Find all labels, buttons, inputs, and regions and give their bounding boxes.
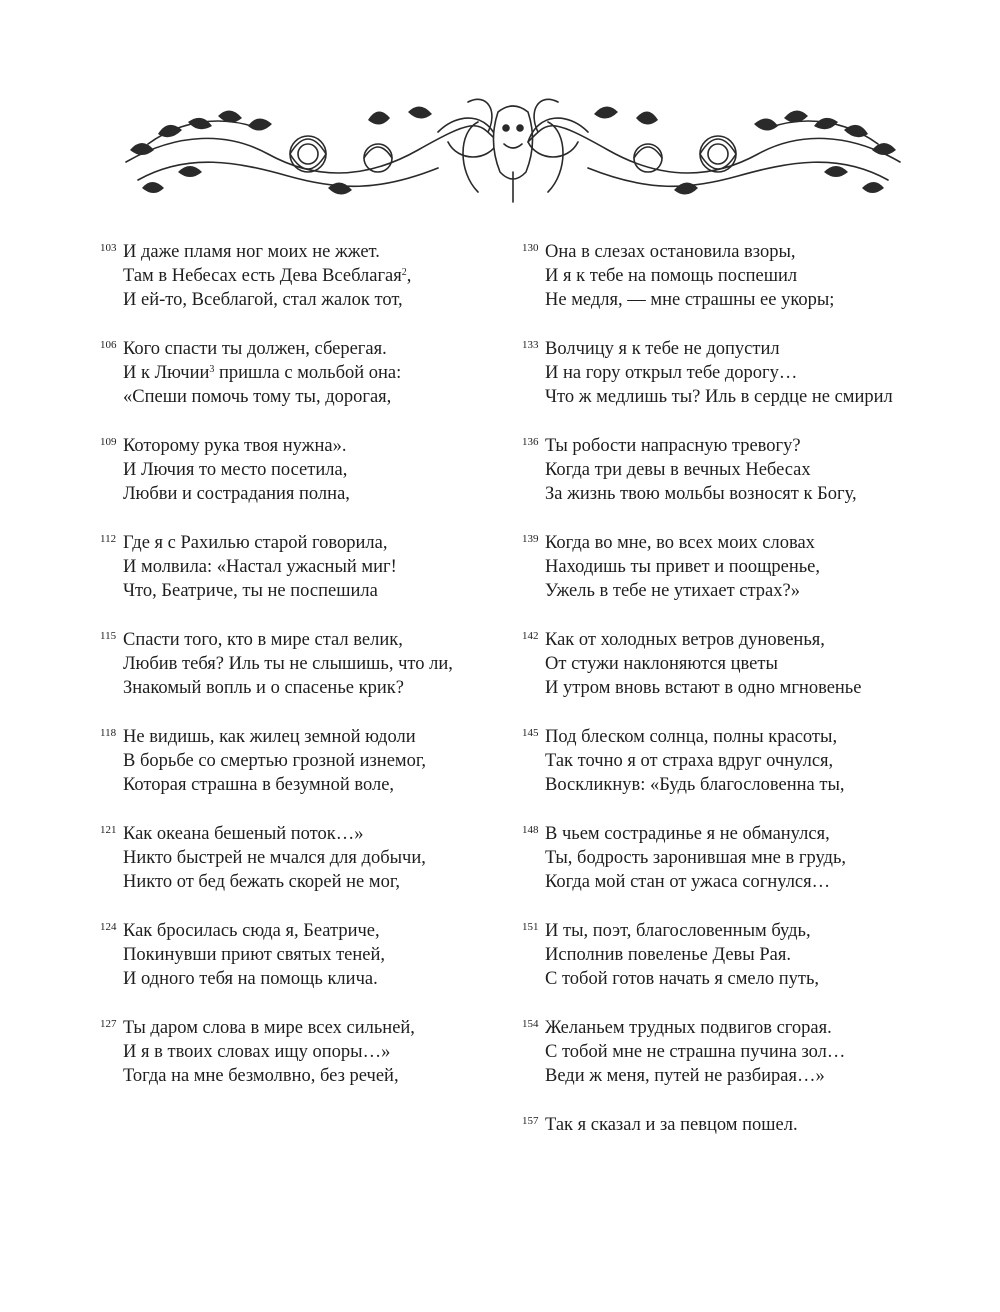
verse-number: 157 <box>522 1115 539 1127</box>
verse-line: За жизнь твою мольбы возносят к Богу, <box>545 484 857 504</box>
verse-line: Волчицу я к тебе не допустил <box>545 339 780 359</box>
verse-line: Когда мой стан от ужаса согнулся… <box>545 872 831 892</box>
verse-line: Находишь ты привет и поощренье, <box>545 557 820 577</box>
verse-line: Как океана бешеный поток…» <box>123 824 364 844</box>
verse-line: Так я сказал и за певцом пошел. <box>545 1115 798 1135</box>
verse-line: Исполнив повеленье Девы Рая. <box>545 945 791 965</box>
verse-line: И одного тебя на помощь клича. <box>123 969 378 989</box>
verse-line-with-footnote: И к Лючии$^3$ пришла с мольбой она: <box>123 363 402 383</box>
verse-line: Никто быстрей не мчался для добычи, <box>123 848 426 868</box>
verse-number: 106 <box>100 339 117 351</box>
verse-line: И даже пламя ног моих не жжет. <box>123 242 380 262</box>
verse-number: 145 <box>522 727 539 739</box>
verse-line: Что, Беатриче, ты не поспешила <box>123 581 378 601</box>
stanza <box>100 822 520 894</box>
stanza <box>522 919 942 991</box>
verse-number: 148 <box>522 824 539 836</box>
verse-line: И ты, поэт, благословенным будь, <box>545 921 811 941</box>
verse-number: 109 <box>100 436 117 448</box>
floral-vine-ornament-icon <box>118 92 908 210</box>
verse-line: Ужель в тебе не утихает страх?» <box>545 581 800 601</box>
verse-line: И я в твоих словах ищу опоры…» <box>123 1042 391 1062</box>
verse-line: И на гору открыл тебе дорогу… <box>545 363 798 383</box>
verse-line: И утром вновь встают в одно мгновенье <box>545 678 862 698</box>
verse-line: Она в слезах остановила взоры, <box>545 242 796 262</box>
stanza <box>522 822 942 894</box>
verse-line-with-footnote: Там в Небесах есть Дева Всеблагая$^2$, <box>123 266 412 286</box>
verse-line: Что ж медлишь ты? Иль в сердце не смирил <box>545 387 893 407</box>
verse-line: Так точно я от страха вдруг очнулся, <box>545 751 834 771</box>
verse-line: И я к тебе на помощь поспешил <box>545 266 798 286</box>
verse-line: Когда во мне, во всех моих словах <box>545 533 815 553</box>
verse-line: И молвила: «Настал ужасный миг! <box>123 557 397 577</box>
verse-number: 118 <box>100 727 117 739</box>
stanza <box>100 531 520 603</box>
verse-number: 112 <box>100 533 117 545</box>
verse-line: Знакомый вопль и о спасенье крик? <box>123 678 404 698</box>
stanza <box>522 628 942 700</box>
verse-line: И Лючия то место посетила, <box>123 460 348 480</box>
verse-line: Никто от бед бежать скорей не мог, <box>123 872 400 892</box>
stanza <box>100 628 520 700</box>
verse-line: Как бросилась сюда я, Беатриче, <box>123 921 380 941</box>
verse-number: 154 <box>522 1018 539 1030</box>
verse-line: С тобой мне не страшна пучина зол… <box>545 1042 846 1062</box>
verse-number: 133 <box>522 339 539 351</box>
verse-line: Любви и сострадания полна, <box>123 484 350 504</box>
verse-number: 136 <box>522 436 539 448</box>
stanza <box>522 240 942 312</box>
verse-line: Когда три девы в вечных Небесах <box>545 460 811 480</box>
stanza <box>100 725 520 797</box>
stanza <box>522 337 942 409</box>
verse-line: Спасти того, кто в мире стал велик, <box>123 630 403 650</box>
stanza <box>522 531 942 603</box>
verse-number: 142 <box>522 630 539 642</box>
stanza <box>522 1113 942 1137</box>
verse-line: Под блеском солнца, полны красоты, <box>545 727 838 747</box>
verse-line: С тобой готов начать я смело путь, <box>545 969 820 989</box>
stanza <box>100 337 520 409</box>
verse-line: И ей-то, Всеблагой, стал жалок тот, <box>123 290 403 310</box>
stanza <box>522 1016 942 1088</box>
verse-number: 127 <box>100 1018 117 1030</box>
verse-number: 121 <box>100 824 117 836</box>
verse-number: 124 <box>100 921 117 933</box>
footnote-marker: 3 <box>209 364 215 375</box>
verse-line: Которому рука твоя нужна». <box>123 436 347 456</box>
verse-line: В чьем сострадинье я не обманулся, <box>545 824 830 844</box>
verse-line: Ты робости напрасную тревогу? <box>545 436 801 456</box>
verse-line: Покинувши приют святых теней, <box>123 945 386 965</box>
verse-line: Ты даром слова в мире всех сильней, <box>123 1018 415 1038</box>
left-column <box>100 240 520 1113</box>
stanza <box>522 725 942 797</box>
verse-line: Которая страшна в безумной воле, <box>123 775 395 795</box>
verse-line: Не медля, — мне страшны ее укоры; <box>545 290 835 310</box>
verse-line: «Спеши помочь тому ты, дорогая, <box>123 387 392 407</box>
verse-number: 139 <box>522 533 539 545</box>
verse-line: Тогда на мне безмолвно, без речей, <box>123 1066 399 1086</box>
verse-number: 130 <box>522 242 539 254</box>
verse-line: От стужи наклоняются цветы <box>545 654 778 674</box>
verse-line: Воскликнув: «Будь благословенна ты, <box>545 775 845 795</box>
verse-line: В борьбе со смертью грозной изнемог, <box>123 751 426 771</box>
verse-line: Где я с Рахилью старой говорила, <box>123 533 388 553</box>
stanza <box>100 919 520 991</box>
stanza <box>100 1016 520 1088</box>
verse-line: Желаньем трудных подвигов сгорая. <box>545 1018 832 1038</box>
stanza <box>100 434 520 506</box>
verse-line: Как от холодных ветров дуновенья, <box>545 630 825 650</box>
verse-line: Кого спасти ты должен, сберегая. <box>123 339 387 359</box>
verse-line: Любив тебя? Иль ты не слышишь, что ли, <box>123 654 453 674</box>
stanza <box>100 240 520 312</box>
verse-number: 151 <box>522 921 539 933</box>
verse-line: Не видишь, как жилец земной юдоли <box>123 727 416 747</box>
verse-number: 115 <box>100 630 117 642</box>
footnote-marker: 2 <box>401 267 407 278</box>
verse-line: Ты, бодрость заронившая мне в грудь, <box>545 848 847 868</box>
stanza <box>522 434 942 506</box>
verse-number: 103 <box>100 242 117 254</box>
verse-line: Веди ж меня, путей не разбирая…» <box>545 1066 825 1086</box>
right-column <box>522 240 942 1162</box>
